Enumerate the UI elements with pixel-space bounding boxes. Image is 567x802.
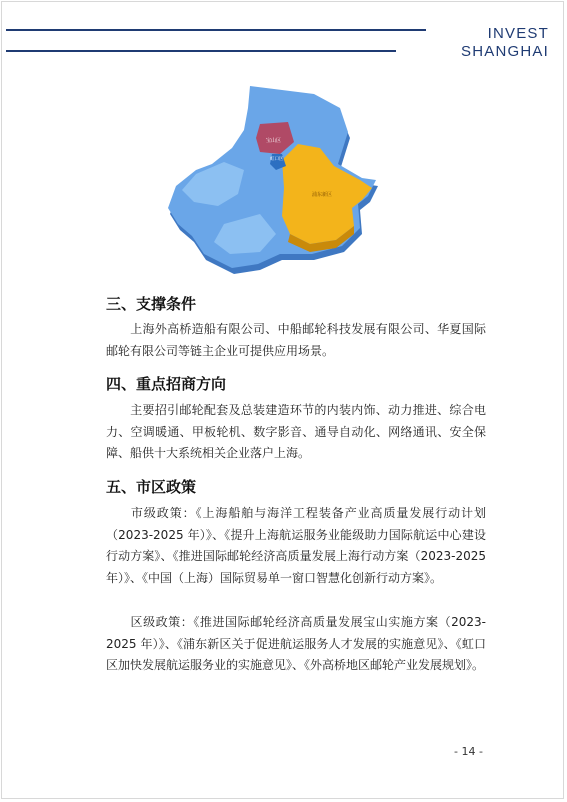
section-title-investment-direction: 四、重点招商方向: [106, 375, 227, 393]
brand-line2: SHANGHAI: [461, 43, 549, 60]
header-rule-top: [6, 29, 426, 31]
section-title-support: 三、支撑条件: [106, 295, 197, 313]
section-text-investment-direction: 主要招引邮轮配套及总装建造环节的内装内饰、动力推进、综合电力、空调暖通、甲板轮机、数字影音、通导自动化、网络通讯、安全保障、船供十大系统相关企业落户上海。: [106, 403, 486, 460]
map-label-pudong: 浦东新区: [312, 192, 333, 198]
district-policy-text: 区级政策：《推进国际邮轮经济高质量发展宝山实施方案（2023-2025 年）》、《浦东新区关于促进航运服务人才发展的实施意见》、《虹口区加快发展航运服务业的实施意见》、《外高桥地区邮轮产业发展规划》。: [106, 615, 486, 672]
shanghai-district-map: [164, 84, 386, 274]
brand-logo: [461, 25, 549, 61]
page-number: - 14 -: [454, 745, 483, 758]
city-policy-text: 市级政策：《上海船舶与海洋工程装备产业高质量发展行动计划（2023-2025 年）》、《提升上海航运服务业能级助力国际航运中心建设行动方案》、《推进国际邮轮经济高质量发展上海行动方案（2023-2025 年）》、《中国（上海）国际贸易单一窗口智慧化创新行动方案》。: [106, 506, 486, 585]
header-rule-bottom: [6, 50, 396, 52]
map-label-hongkou: 虹口区: [270, 157, 284, 162]
brand-line1: INVEST: [487, 25, 549, 42]
map-label-baoshan: 宝山区: [266, 138, 282, 144]
section-text-support: 上海外高桥造船有限公司、中船邮轮科技发展有限公司、华夏国际邮轮有限公司等链主企业可提供应用场景。: [106, 322, 486, 358]
section-title-policy: 五、市区政策: [106, 478, 197, 496]
